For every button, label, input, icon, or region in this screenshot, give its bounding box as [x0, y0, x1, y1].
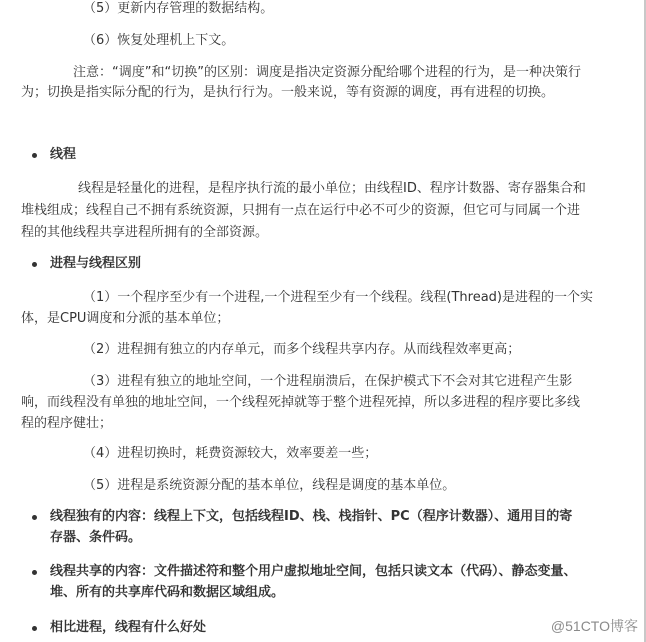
bullet-dot: [32, 515, 37, 520]
note-line-1: 注意：“调度”和“切换”的区别：调度是指决定资源分配给哪个进程的行为，是一种决策行: [73, 65, 581, 80]
shared-line-2: 堆、所有的共享库代码和数据区域组成。: [50, 585, 285, 600]
thread-heading: 线程: [50, 147, 77, 162]
thread-para-line-3: 程的其他线程共享进程所拥有的全部资源。: [21, 225, 269, 240]
thread-para-line-2: 堆栈组成；线程自己不拥有系统资源，只拥有一点在运行中必不可少的资源，但它可与同属一个进: [21, 203, 581, 218]
step-6-restore-context: （6）恢复处理机上下文。: [83, 33, 235, 48]
bullet-dot: [32, 570, 37, 575]
shared-line-1: 线程共享的内容：文件描述符和整个用户虚拟地址空间，包括只读文本（代码）、静态变量、: [50, 564, 577, 579]
exclusive-line-2: 存器、条件码。: [50, 530, 142, 545]
diff-item-4: （4）进程切换时，耗费资源较大，效率要差一些；: [83, 446, 378, 461]
watermark: @51CTO博客: [550, 618, 638, 634]
bullet-dot: [32, 626, 37, 631]
bullet-dot: [32, 153, 37, 158]
note-line-2: 为；切换是指实际分配的行为，是执行行为。一般来说，等有资源的调度，再有进程的切换。: [21, 85, 555, 100]
diff-item-2: （2）进程拥有独立的内存单元，而多个线程共享内存。从而线程效率更高；: [83, 342, 521, 357]
bullet-dot: [32, 262, 37, 267]
diff-item-3-line-1: （3）进程有独立的地址空间，一个进程崩溃后，在保护模式下不会对其它进程产生影: [83, 374, 573, 389]
exclusive-line-1: 线程独有的内容：线程上下文，包括线程ID、栈、栈指针、PC（程序计数器）、通用目的寄: [50, 509, 573, 524]
diff-item-1-line-1: （1）一个程序至少有一个进程,一个进程至少有一个线程。线程(Thread)是进程的一个实: [83, 290, 594, 305]
diff-item-3-line-2: 响，而线程没有单独的地址空间，一个线程死掉就等于整个进程死掉，所以多进程的程序要比多线: [21, 395, 581, 410]
thread-para-line-1: 线程是轻量化的进程，是程序执行流的最小单位；由线程ID、程序计数器、寄存器集合和: [78, 181, 586, 196]
diff-item-3-line-3: 程的程序健壮；: [21, 416, 113, 431]
step-5-update-memory: （5）更新内存管理的数据结构。: [83, 1, 274, 16]
compare-heading: 相比进程，线程有什么好处: [50, 620, 207, 635]
diff-item-5: （5）进程是系统资源分配的基本单位，线程是调度的基本单位。: [83, 478, 456, 493]
diff-item-1-line-2: 体，是CPU调度和分派的基本单位；: [21, 311, 230, 326]
diff-heading: 进程与线程区别: [50, 256, 142, 271]
